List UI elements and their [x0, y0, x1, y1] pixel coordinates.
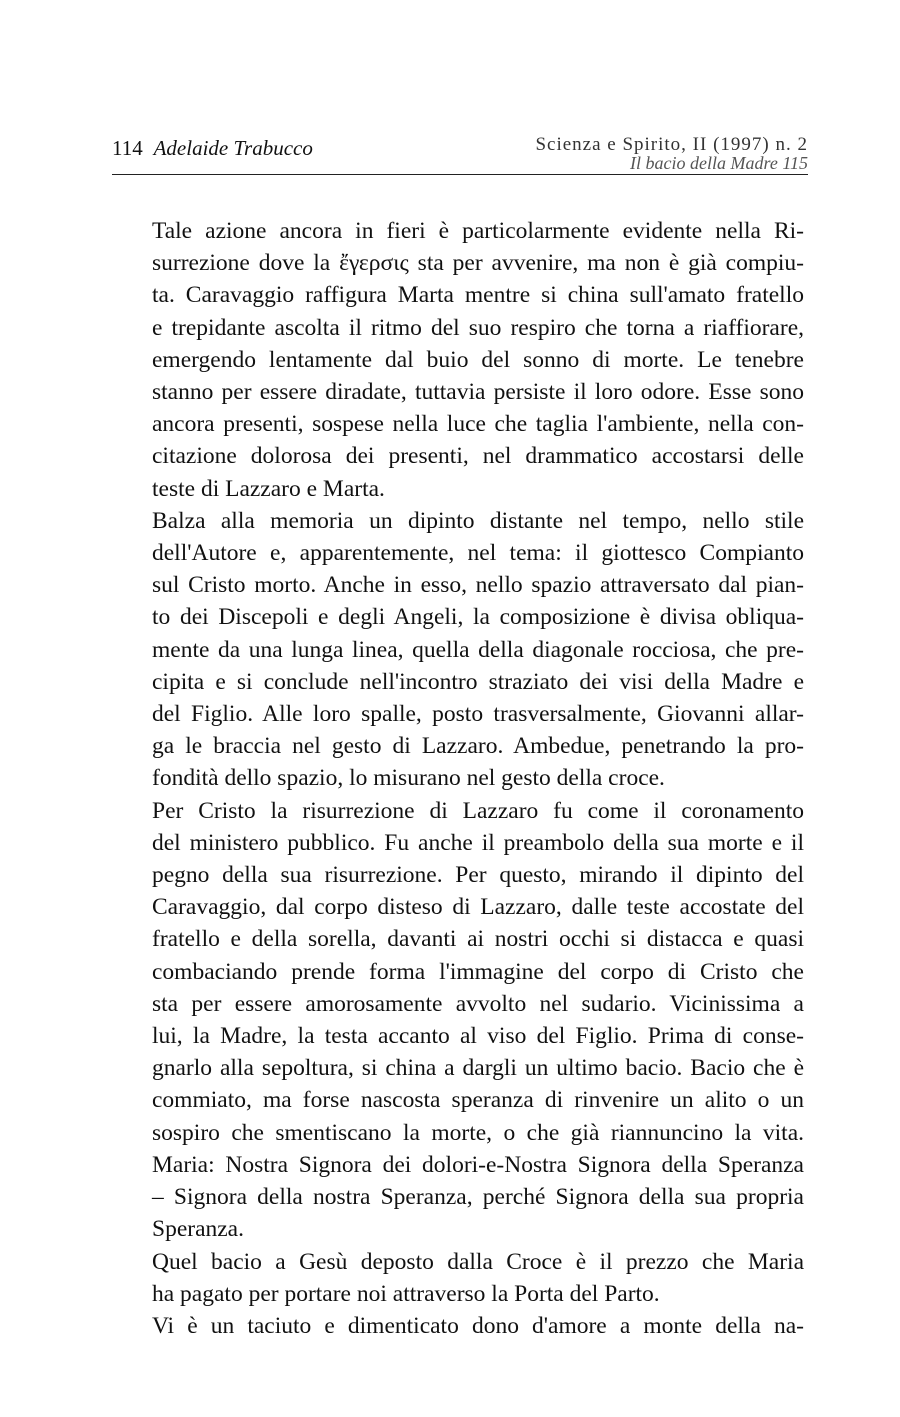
- text-line: commiato, ma forse nascosta speranza di rinvenire un alito o un: [152, 1087, 804, 1114]
- header-left: [112, 136, 313, 161]
- text-line: Vi è un taciuto e dimenticato dono d'amore a monte della na-: [152, 1312, 804, 1339]
- text-line: cipita e si conclude nell'incontro straziato dei visi della Madre e: [152, 668, 804, 695]
- text-line: to dei Discepoli e degli Angeli, la composizione è divisa obliqua-: [152, 604, 804, 631]
- text-line: del Figlio. Alle loro spalle, posto trasversalmente, Giovanni allar-: [152, 701, 804, 728]
- text-line: sospiro che smentiscano la morte, o che già riannuncino la vita.: [152, 1119, 804, 1146]
- text-line: citazione dolorosa dei presenti, nel drammatico accostarsi delle: [152, 443, 804, 470]
- body-text: [120, 215, 804, 1342]
- text-line: dell'Autore e, apparentemente, nel tema: il giottesco Compianto: [152, 540, 804, 567]
- running-header: [112, 136, 808, 176]
- text-line: ga le braccia nel gesto di Lazzaro. Ambedue, penetrando la pro-: [152, 733, 804, 760]
- text-line: Speranza.: [152, 1216, 244, 1243]
- paragraph: [120, 215, 804, 505]
- text-line: pegno della sua risurrezione. Per questo, mirando il dipinto del: [152, 862, 804, 889]
- text-line: Quel bacio a Gesù deposto dalla Croce è il prezzo che Maria: [152, 1248, 804, 1275]
- text-line: Per Cristo la risurrezione di Lazzaro fu come il coronamento: [152, 797, 804, 824]
- page-number: 114: [112, 136, 143, 160]
- paragraph: [120, 1246, 804, 1310]
- text-line: emergendo lentamente dal buio del sonno di morte. Le tenebre: [152, 346, 804, 373]
- text-line: ta. Caravaggio raffigura Marta mentre si china sull'amato fratello: [152, 282, 804, 309]
- text-line: fondità dello spazio, lo misurano nel gesto della croce.: [152, 765, 665, 792]
- text-line: gnarlo alla sepoltura, si china a dargli un ultimo bacio. Bacio che è: [152, 1055, 804, 1082]
- journal-reference: Scienza e Spirito, II (1997) n. 2: [535, 134, 808, 155]
- text-line: stanno per essere diradate, tuttavia persiste il loro odore. Esse sono: [152, 379, 804, 406]
- header-overprint: [535, 136, 808, 172]
- bled-through-header: Il bacio della Madre 115: [630, 153, 808, 173]
- paragraph: [120, 505, 804, 795]
- text-line: – Signora della nostra Speranza, perché Signora della sua propria: [152, 1184, 804, 1211]
- text-line: lui, la Madre, la testa accanto al viso del Figlio. Prima di conse-: [152, 1023, 804, 1050]
- text-line: Balza alla memoria un dipinto distante nel tempo, nello stile: [152, 507, 804, 534]
- text-line: ancora presenti, sospese nella luce che taglia l'ambiente, nella con-: [152, 411, 804, 438]
- text-line: Caravaggio, dal corpo disteso di Lazzaro, dalle teste accostate del: [152, 894, 804, 921]
- text-line: mente da una lunga linea, quella della diagonale rocciosa, che pre-: [152, 636, 804, 663]
- text-line: surrezione dove la ἔγερσις sta per avvenire, ma non è già compiu-: [152, 250, 804, 277]
- text-line: teste di Lazzaro e Marta.: [152, 475, 385, 502]
- text-line: Maria: Nostra Signora dei dolori-e-Nostra Signora della Speranza: [152, 1151, 804, 1178]
- author-name: Adelaide Trabucco: [153, 136, 313, 160]
- paragraph: [120, 1310, 804, 1342]
- text-line: fratello e della sorella, davanti ai nostri occhi si distacca e quasi: [152, 926, 804, 953]
- paragraph: [120, 795, 804, 1246]
- header-rule: [112, 174, 808, 175]
- text-line: Tale azione ancora in fieri è particolarmente evidente nella Ri-: [152, 218, 804, 244]
- text-line: e trepidante ascolta il ritmo del suo respiro che torna a riaffiorare,: [152, 314, 804, 341]
- text-line: del ministero pubblico. Fu anche il preambolo della sua morte e il: [152, 829, 804, 856]
- text-line: sul Cristo morto. Anche in esso, nello spazio attraversato dal pian-: [152, 572, 804, 599]
- text-line: ha pagato per portare noi attraverso la Porta del Parto.: [152, 1280, 660, 1307]
- text-line: sta per essere amorosamente avvolto nel sudario. Vicinissima a: [152, 990, 804, 1017]
- text-line: combaciando prende forma l'immagine del corpo di Cristo che: [152, 958, 804, 985]
